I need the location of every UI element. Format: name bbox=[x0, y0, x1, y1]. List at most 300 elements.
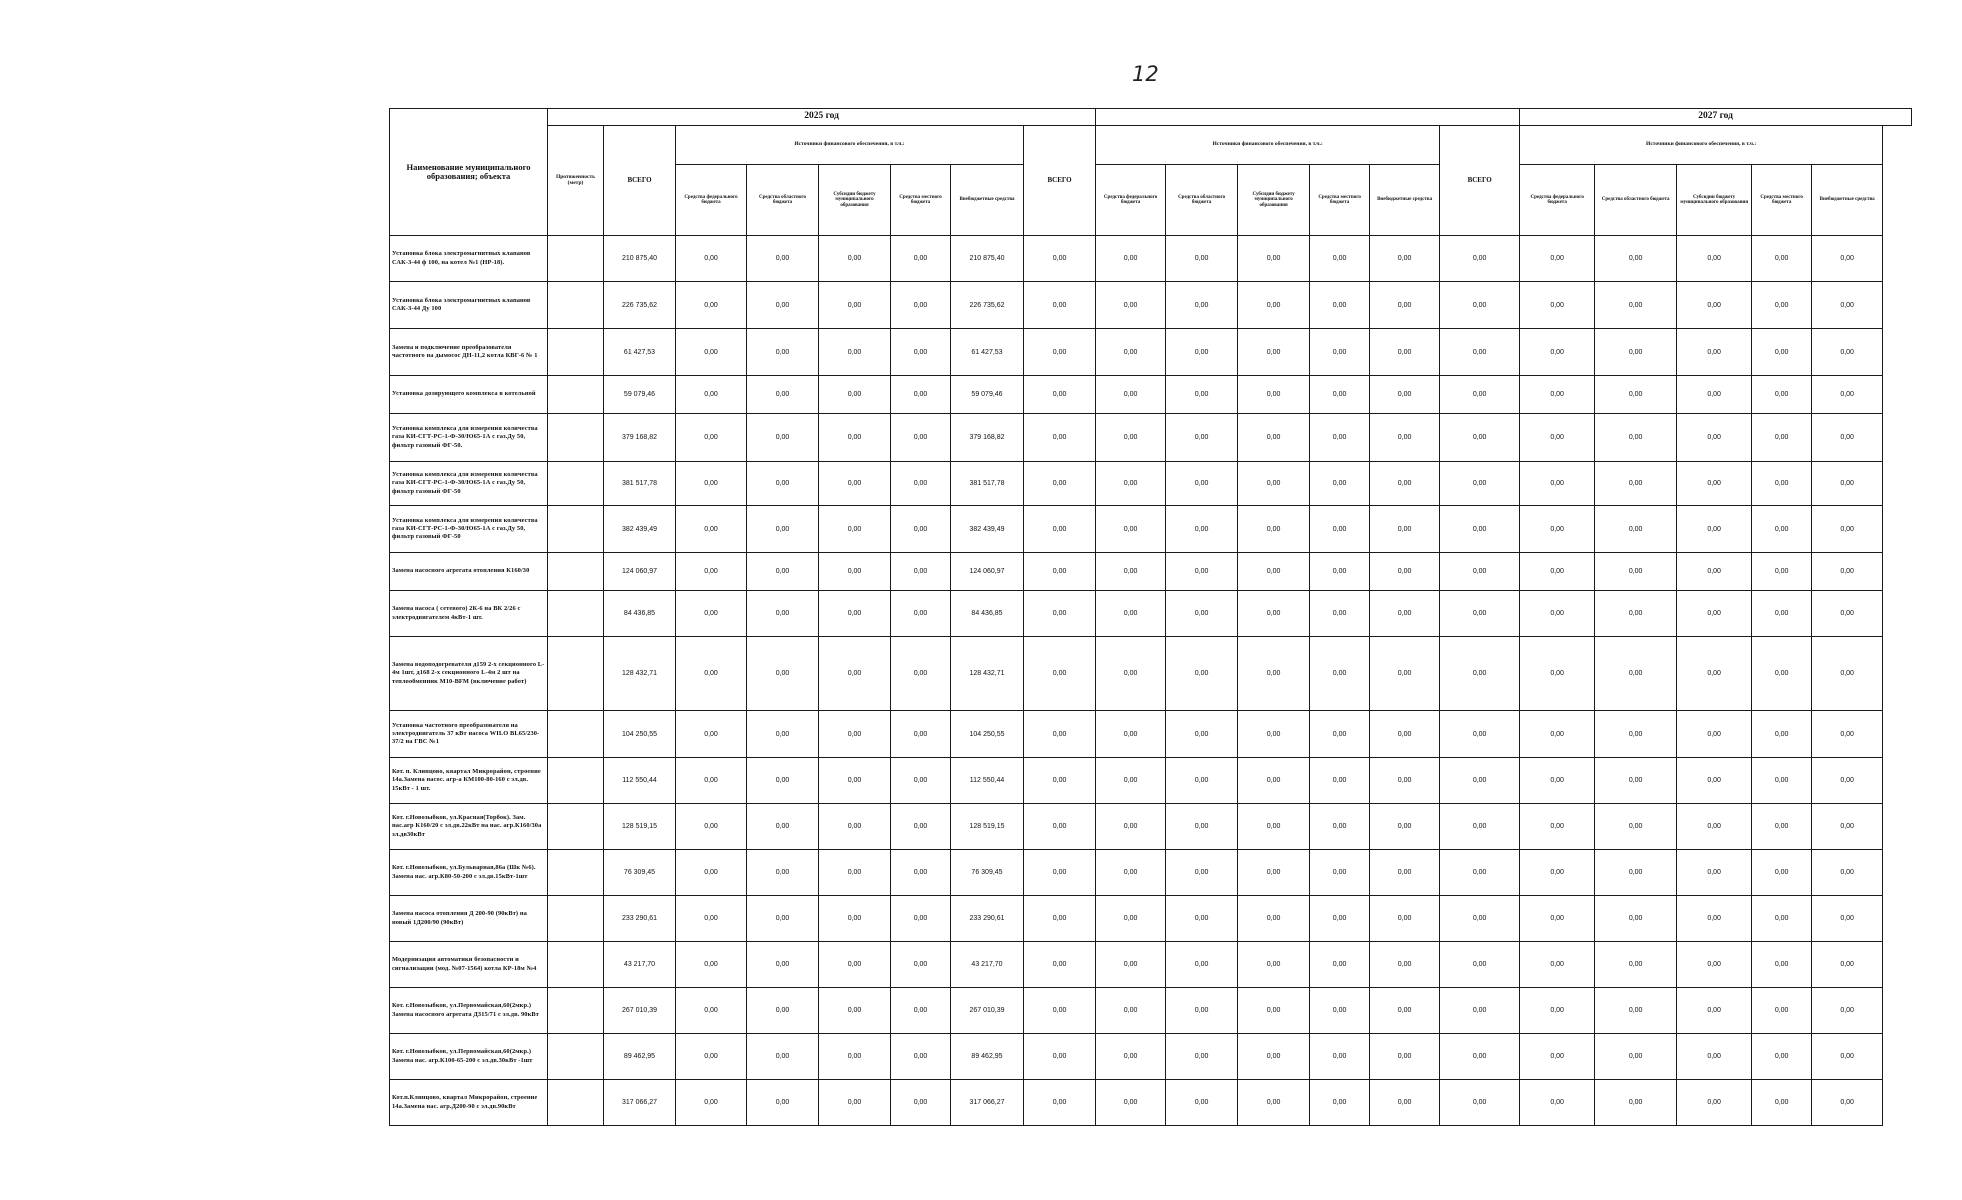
regional-2025-cell: 0,00 bbox=[747, 637, 819, 711]
local-2027-cell: 0,00 bbox=[1752, 1034, 1812, 1080]
table-row bbox=[390, 896, 1912, 942]
subsidy-2027-cell: 0,00 bbox=[1677, 1034, 1752, 1080]
federal-2027-cell: 0,00 bbox=[1520, 758, 1595, 804]
subsidy-2025-cell: 0,00 bbox=[819, 758, 891, 804]
local-2026-cell: 0,00 bbox=[1310, 329, 1370, 376]
extrabudgetary-2025-cell: 124 060,97 bbox=[951, 553, 1024, 591]
subsidy-2026-cell: 0,00 bbox=[1238, 376, 1310, 414]
table-row bbox=[390, 758, 1912, 804]
subsidy-2027-cell: 0,00 bbox=[1677, 711, 1752, 758]
total-2025-cell: 61 427,53 bbox=[604, 329, 676, 376]
subsidy-2027-cell: 0,00 bbox=[1677, 896, 1752, 942]
local-2026-cell: 0,00 bbox=[1310, 711, 1370, 758]
regional-2027-cell: 0,00 bbox=[1595, 758, 1677, 804]
municipal-subsidy-header: Субсидии бюджету муниципального образования bbox=[1238, 165, 1310, 236]
total-2027-cell: 0,00 bbox=[1440, 553, 1520, 591]
federal-2025-cell: 0,00 bbox=[676, 462, 747, 506]
subsidy-2025-cell: 0,00 bbox=[819, 591, 891, 637]
federal-2027-cell: 0,00 bbox=[1520, 506, 1595, 553]
federal-2025-cell: 0,00 bbox=[676, 988, 747, 1034]
subsidy-2027-cell: 0,00 bbox=[1677, 637, 1752, 711]
total-header-2027: ВСЕГО bbox=[1440, 126, 1520, 236]
local-2025-cell: 0,00 bbox=[891, 236, 951, 282]
local-2025-cell: 0,00 bbox=[891, 896, 951, 942]
capacity-cell bbox=[548, 711, 604, 758]
federal-2025-cell: 0,00 bbox=[676, 553, 747, 591]
object-name-cell: Модернизация автоматики безопасности и сигнализации (мод. №07-1564) котла КР-18м №4 bbox=[390, 942, 548, 988]
object-name-cell: Кот.п.Клинцово, квартал Микрорайон, строение 14а.Замена нас. агр.Д200-90 с эл.дв.90кВт bbox=[390, 1080, 548, 1126]
subsidy-2026-cell: 0,00 bbox=[1238, 758, 1310, 804]
subsidy-2025-cell: 0,00 bbox=[819, 637, 891, 711]
extrabudgetary-2025-cell: 61 427,53 bbox=[951, 329, 1024, 376]
extrabudgetary-2026-cell: 0,00 bbox=[1370, 711, 1440, 758]
municipal-subsidy-header: Субсидии бюджету муниципального образования bbox=[1677, 165, 1752, 236]
capacity-cell bbox=[548, 942, 604, 988]
extrabudgetary-2026-cell: 0,00 bbox=[1370, 988, 1440, 1034]
regional-2025-cell: 0,00 bbox=[747, 329, 819, 376]
local-2027-cell: 0,00 bbox=[1752, 942, 1812, 988]
table-row bbox=[390, 637, 1912, 711]
table-body bbox=[390, 236, 1912, 1126]
extrabudgetary-2025-cell: 112 550,44 bbox=[951, 758, 1024, 804]
federal-2025-cell: 0,00 bbox=[676, 506, 747, 553]
extrabudgetary-2025-cell: 84 436,85 bbox=[951, 591, 1024, 637]
regional-2025-cell: 0,00 bbox=[747, 711, 819, 758]
regional-2025-cell: 0,00 bbox=[747, 804, 819, 850]
total-2027-cell: 0,00 bbox=[1440, 637, 1520, 711]
regional-2027-cell: 0,00 bbox=[1595, 988, 1677, 1034]
federal-2027-cell: 0,00 bbox=[1520, 637, 1595, 711]
federal-2025-cell: 0,00 bbox=[676, 942, 747, 988]
total-2027-cell: 0,00 bbox=[1440, 1080, 1520, 1126]
federal-2026-cell: 0,00 bbox=[1096, 376, 1166, 414]
regional-2027-cell: 0,00 bbox=[1595, 236, 1677, 282]
capacity-cell bbox=[548, 1034, 604, 1080]
table-row bbox=[390, 329, 1912, 376]
object-name-cell: Замена насоса отопления Д 200-90 (90кВт) на новый 1Д200/90 (90кВт) bbox=[390, 896, 548, 942]
total-2027-cell: 0,00 bbox=[1440, 376, 1520, 414]
extrabudgetary-2026-cell: 0,00 bbox=[1370, 414, 1440, 462]
capacity-cell bbox=[548, 850, 604, 896]
regional-2026-cell: 0,00 bbox=[1166, 1034, 1238, 1080]
extrabudgetary-2026-cell: 0,00 bbox=[1370, 506, 1440, 553]
extrabudgetary-2027-cell: 0,00 bbox=[1812, 942, 1883, 988]
regional-2025-cell: 0,00 bbox=[747, 282, 819, 329]
extrabudgetary-2025-cell: 317 066,27 bbox=[951, 1080, 1024, 1126]
subsidy-2025-cell: 0,00 bbox=[819, 896, 891, 942]
federal-2027-cell: 0,00 bbox=[1520, 850, 1595, 896]
subsidy-2026-cell: 0,00 bbox=[1238, 1034, 1310, 1080]
subsidy-2026-cell: 0,00 bbox=[1238, 711, 1310, 758]
federal-2026-cell: 0,00 bbox=[1096, 591, 1166, 637]
total-2026-cell: 0,00 bbox=[1024, 1034, 1096, 1080]
extrabudgetary-2025-cell: 43 217,70 bbox=[951, 942, 1024, 988]
federal-2025-cell: 0,00 bbox=[676, 850, 747, 896]
total-2025-cell: 59 079,46 bbox=[604, 376, 676, 414]
total-2027-cell: 0,00 bbox=[1440, 591, 1520, 637]
regional-2026-cell: 0,00 bbox=[1166, 591, 1238, 637]
local-2027-cell: 0,00 bbox=[1752, 414, 1812, 462]
local-2027-cell: 0,00 bbox=[1752, 711, 1812, 758]
federal-2026-cell: 0,00 bbox=[1096, 553, 1166, 591]
subsidy-2027-cell: 0,00 bbox=[1677, 591, 1752, 637]
local-2026-cell: 0,00 bbox=[1310, 506, 1370, 553]
sources-header-2027: Источники финансового обеспечения, в т.ч.: bbox=[1520, 126, 1883, 165]
subsidy-2025-cell: 0,00 bbox=[819, 988, 891, 1034]
federal-2026-cell: 0,00 bbox=[1096, 896, 1166, 942]
local-2026-cell: 0,00 bbox=[1310, 282, 1370, 329]
local-2026-cell: 0,00 bbox=[1310, 553, 1370, 591]
local-2027-cell: 0,00 bbox=[1752, 896, 1812, 942]
subsidy-2027-cell: 0,00 bbox=[1677, 236, 1752, 282]
total-2025-cell: 233 290,61 bbox=[604, 896, 676, 942]
subsidy-2027-cell: 0,00 bbox=[1677, 329, 1752, 376]
capacity-cell bbox=[548, 376, 604, 414]
federal-2026-cell: 0,00 bbox=[1096, 282, 1166, 329]
total-2027-cell: 0,00 bbox=[1440, 329, 1520, 376]
federal-2027-cell: 0,00 bbox=[1520, 414, 1595, 462]
total-2025-cell: 210 875,40 bbox=[604, 236, 676, 282]
table-row bbox=[390, 988, 1912, 1034]
page-number: 12 bbox=[1132, 62, 1159, 86]
federal-2027-cell: 0,00 bbox=[1520, 329, 1595, 376]
total-2025-cell: 381 517,78 bbox=[604, 462, 676, 506]
total-2025-cell: 379 168,82 bbox=[604, 414, 676, 462]
extrabudgetary-2026-cell: 0,00 bbox=[1370, 804, 1440, 850]
object-name-cell: Замена водоподогревателя д159 2-х секционного L-4м 1шт, д168 2-х секционного L-4м 2 шт на теплообменник М10-BFM (включение работ) bbox=[390, 637, 548, 711]
subsidy-2026-cell: 0,00 bbox=[1238, 942, 1310, 988]
total-2026-cell: 0,00 bbox=[1024, 376, 1096, 414]
subsidy-2027-cell: 0,00 bbox=[1677, 988, 1752, 1034]
subsidy-2025-cell: 0,00 bbox=[819, 462, 891, 506]
total-2025-cell: 124 060,97 bbox=[604, 553, 676, 591]
total-2025-cell: 226 735,62 bbox=[604, 282, 676, 329]
federal-budget-header: Средства федерального бюджета bbox=[1520, 165, 1595, 236]
object-name-header: Наименование муниципального образования; объекта bbox=[390, 109, 548, 236]
total-2026-cell: 0,00 bbox=[1024, 942, 1096, 988]
extrabudgetary-header: Внебюджетные средства bbox=[1370, 165, 1440, 236]
table-row bbox=[390, 236, 1912, 282]
federal-2025-cell: 0,00 bbox=[676, 804, 747, 850]
capacity-header: Протяженность (метр) bbox=[548, 126, 604, 236]
regional-2027-cell: 0,00 bbox=[1595, 376, 1677, 414]
federal-2027-cell: 0,00 bbox=[1520, 988, 1595, 1034]
federal-2027-cell: 0,00 bbox=[1520, 376, 1595, 414]
local-2027-cell: 0,00 bbox=[1752, 1080, 1812, 1126]
regional-2027-cell: 0,00 bbox=[1595, 414, 1677, 462]
subsidy-2025-cell: 0,00 bbox=[819, 553, 891, 591]
extrabudgetary-2026-cell: 0,00 bbox=[1370, 850, 1440, 896]
local-budget-header: Средства местного бюджета bbox=[1310, 165, 1370, 236]
regional-2027-cell: 0,00 bbox=[1595, 850, 1677, 896]
local-2027-cell: 0,00 bbox=[1752, 236, 1812, 282]
regional-2026-cell: 0,00 bbox=[1166, 637, 1238, 711]
federal-2027-cell: 0,00 bbox=[1520, 1034, 1595, 1080]
extrabudgetary-2025-cell: 89 462,95 bbox=[951, 1034, 1024, 1080]
subsidy-2027-cell: 0,00 bbox=[1677, 1080, 1752, 1126]
extrabudgetary-2027-cell: 0,00 bbox=[1812, 506, 1883, 553]
total-2026-cell: 0,00 bbox=[1024, 329, 1096, 376]
federal-2025-cell: 0,00 bbox=[676, 1080, 747, 1126]
capacity-cell bbox=[548, 1080, 604, 1126]
subsidy-2026-cell: 0,00 bbox=[1238, 282, 1310, 329]
regional-budget-header: Средства областного бюджета bbox=[747, 165, 819, 236]
federal-2027-cell: 0,00 bbox=[1520, 896, 1595, 942]
subsidy-2026-cell: 0,00 bbox=[1238, 414, 1310, 462]
object-name-cell: Кот. п. Клинцово, квартал Микрорайон, строение 14а.Замена насос. агр-а КМ100-80-160 с эл.дв. 15кВт - 1 шт. bbox=[390, 758, 548, 804]
federal-budget-header: Средства федерального бюджета bbox=[676, 165, 747, 236]
year-2025-header: 2025 год bbox=[548, 109, 1096, 126]
extrabudgetary-2025-cell: 128 519,15 bbox=[951, 804, 1024, 850]
subsidy-2027-cell: 0,00 bbox=[1677, 942, 1752, 988]
total-2026-cell: 0,00 bbox=[1024, 1080, 1096, 1126]
table-row bbox=[390, 1034, 1912, 1080]
total-2027-cell: 0,00 bbox=[1440, 850, 1520, 896]
regional-2026-cell: 0,00 bbox=[1166, 329, 1238, 376]
regional-budget-header: Средства областного бюджета bbox=[1595, 165, 1677, 236]
regional-2027-cell: 0,00 bbox=[1595, 637, 1677, 711]
regional-2025-cell: 0,00 bbox=[747, 758, 819, 804]
total-2025-cell: 267 010,39 bbox=[604, 988, 676, 1034]
federal-2026-cell: 0,00 bbox=[1096, 236, 1166, 282]
subsidy-2025-cell: 0,00 bbox=[819, 850, 891, 896]
total-2025-cell: 84 436,85 bbox=[604, 591, 676, 637]
extrabudgetary-2027-cell: 0,00 bbox=[1812, 414, 1883, 462]
local-2026-cell: 0,00 bbox=[1310, 804, 1370, 850]
subsidy-2025-cell: 0,00 bbox=[819, 1080, 891, 1126]
capacity-cell bbox=[548, 506, 604, 553]
subsidy-2027-cell: 0,00 bbox=[1677, 804, 1752, 850]
extrabudgetary-2025-cell: 381 517,78 bbox=[951, 462, 1024, 506]
federal-2025-cell: 0,00 bbox=[676, 591, 747, 637]
extrabudgetary-2025-cell: 76 309,45 bbox=[951, 850, 1024, 896]
regional-2025-cell: 0,00 bbox=[747, 896, 819, 942]
subsidy-2027-cell: 0,00 bbox=[1677, 282, 1752, 329]
subsidy-2027-cell: 0,00 bbox=[1677, 376, 1752, 414]
regional-2026-cell: 0,00 bbox=[1166, 758, 1238, 804]
local-2025-cell: 0,00 bbox=[891, 850, 951, 896]
extrabudgetary-2026-cell: 0,00 bbox=[1370, 282, 1440, 329]
sources-header-2025: Источники финансового обеспечения, в т.ч.: bbox=[676, 126, 1024, 165]
subsidy-2026-cell: 0,00 bbox=[1238, 804, 1310, 850]
extrabudgetary-2026-cell: 0,00 bbox=[1370, 896, 1440, 942]
regional-2027-cell: 0,00 bbox=[1595, 896, 1677, 942]
regional-2026-cell: 0,00 bbox=[1166, 553, 1238, 591]
total-2027-cell: 0,00 bbox=[1440, 758, 1520, 804]
extrabudgetary-2027-cell: 0,00 bbox=[1812, 462, 1883, 506]
extrabudgetary-2027-cell: 0,00 bbox=[1812, 553, 1883, 591]
local-2025-cell: 0,00 bbox=[891, 329, 951, 376]
total-2027-cell: 0,00 bbox=[1440, 988, 1520, 1034]
extrabudgetary-2027-cell: 0,00 bbox=[1812, 896, 1883, 942]
regional-2027-cell: 0,00 bbox=[1595, 1080, 1677, 1126]
subsidy-2026-cell: 0,00 bbox=[1238, 637, 1310, 711]
total-2027-cell: 0,00 bbox=[1440, 711, 1520, 758]
capacity-cell bbox=[548, 758, 604, 804]
capacity-cell bbox=[548, 236, 604, 282]
federal-2026-cell: 0,00 bbox=[1096, 1034, 1166, 1080]
regional-2027-cell: 0,00 bbox=[1595, 711, 1677, 758]
regional-2025-cell: 0,00 bbox=[747, 462, 819, 506]
local-2027-cell: 0,00 bbox=[1752, 506, 1812, 553]
federal-2026-cell: 0,00 bbox=[1096, 711, 1166, 758]
capacity-cell bbox=[548, 282, 604, 329]
federal-2026-cell: 0,00 bbox=[1096, 329, 1166, 376]
federal-2025-cell: 0,00 bbox=[676, 376, 747, 414]
extrabudgetary-2026-cell: 0,00 bbox=[1370, 236, 1440, 282]
extrabudgetary-2027-cell: 0,00 bbox=[1812, 329, 1883, 376]
regional-2025-cell: 0,00 bbox=[747, 591, 819, 637]
total-2026-cell: 0,00 bbox=[1024, 236, 1096, 282]
regional-2027-cell: 0,00 bbox=[1595, 553, 1677, 591]
subsidy-2027-cell: 0,00 bbox=[1677, 758, 1752, 804]
local-budget-header: Средства местного бюджета bbox=[891, 165, 951, 236]
table-row bbox=[390, 591, 1912, 637]
subsidy-2025-cell: 0,00 bbox=[819, 329, 891, 376]
total-2027-cell: 0,00 bbox=[1440, 506, 1520, 553]
local-2026-cell: 0,00 bbox=[1310, 988, 1370, 1034]
local-2026-cell: 0,00 bbox=[1310, 376, 1370, 414]
table-row bbox=[390, 506, 1912, 553]
total-2026-cell: 0,00 bbox=[1024, 553, 1096, 591]
regional-2025-cell: 0,00 bbox=[747, 553, 819, 591]
subsidy-2026-cell: 0,00 bbox=[1238, 553, 1310, 591]
budget-table bbox=[389, 108, 1912, 1126]
subsidy-2027-cell: 0,00 bbox=[1677, 414, 1752, 462]
total-2026-cell: 0,00 bbox=[1024, 758, 1096, 804]
total-2027-cell: 0,00 bbox=[1440, 462, 1520, 506]
federal-2027-cell: 0,00 bbox=[1520, 711, 1595, 758]
local-2025-cell: 0,00 bbox=[891, 942, 951, 988]
extrabudgetary-2027-cell: 0,00 bbox=[1812, 637, 1883, 711]
federal-2027-cell: 0,00 bbox=[1520, 942, 1595, 988]
capacity-cell bbox=[548, 553, 604, 591]
regional-2026-cell: 0,00 bbox=[1166, 988, 1238, 1034]
extrabudgetary-2026-cell: 0,00 bbox=[1370, 1034, 1440, 1080]
capacity-cell bbox=[548, 637, 604, 711]
total-2027-cell: 0,00 bbox=[1440, 942, 1520, 988]
federal-budget-header: Средства федерального бюджета bbox=[1096, 165, 1166, 236]
local-2026-cell: 0,00 bbox=[1310, 1034, 1370, 1080]
table-row bbox=[390, 711, 1912, 758]
local-2025-cell: 0,00 bbox=[891, 591, 951, 637]
local-2025-cell: 0,00 bbox=[891, 376, 951, 414]
total-2027-cell: 0,00 bbox=[1440, 236, 1520, 282]
regional-2026-cell: 0,00 bbox=[1166, 414, 1238, 462]
subsidy-2025-cell: 0,00 bbox=[819, 414, 891, 462]
object-name-cell: Замена и подключение преобразователя частотного на дымосос ДН-11,2 котла КВГ-6 № 1 bbox=[390, 329, 548, 376]
extrabudgetary-2027-cell: 0,00 bbox=[1812, 1034, 1883, 1080]
subsidy-2025-cell: 0,00 bbox=[819, 942, 891, 988]
extrabudgetary-2026-cell: 0,00 bbox=[1370, 1080, 1440, 1126]
local-2026-cell: 0,00 bbox=[1310, 942, 1370, 988]
total-header-2026: ВСЕГО bbox=[1024, 126, 1096, 236]
subsidy-2026-cell: 0,00 bbox=[1238, 896, 1310, 942]
regional-2027-cell: 0,00 bbox=[1595, 804, 1677, 850]
object-name-cell: Замена насоса ( сетевого) 2К-6 на ВК 2/26 с электродвигателем 4кВт-1 шт. bbox=[390, 591, 548, 637]
subsidy-2026-cell: 0,00 bbox=[1238, 329, 1310, 376]
total-2025-cell: 76 309,45 bbox=[604, 850, 676, 896]
federal-2025-cell: 0,00 bbox=[676, 1034, 747, 1080]
extrabudgetary-2027-cell: 0,00 bbox=[1812, 850, 1883, 896]
total-2025-cell: 128 432,71 bbox=[604, 637, 676, 711]
capacity-cell bbox=[548, 462, 604, 506]
extrabudgetary-2027-cell: 0,00 bbox=[1812, 1080, 1883, 1126]
local-2027-cell: 0,00 bbox=[1752, 376, 1812, 414]
total-2026-cell: 0,00 bbox=[1024, 804, 1096, 850]
federal-2025-cell: 0,00 bbox=[676, 637, 747, 711]
local-2027-cell: 0,00 bbox=[1752, 804, 1812, 850]
total-2025-cell: 128 519,15 bbox=[604, 804, 676, 850]
federal-2026-cell: 0,00 bbox=[1096, 1080, 1166, 1126]
federal-2026-cell: 0,00 bbox=[1096, 462, 1166, 506]
extrabudgetary-2026-cell: 0,00 bbox=[1370, 462, 1440, 506]
subsidy-2025-cell: 0,00 bbox=[819, 711, 891, 758]
total-2026-cell: 0,00 bbox=[1024, 896, 1096, 942]
local-2025-cell: 0,00 bbox=[891, 637, 951, 711]
object-name-cell: Кот. г.Новозыбков, ул.Красная(Торбок). Зам. нас.агр К160/20 с эл.дв.22кВт на нас. агр.К160/30а эл.дв30кВт bbox=[390, 804, 548, 850]
subsidy-2025-cell: 0,00 bbox=[819, 376, 891, 414]
subsidy-2025-cell: 0,00 bbox=[819, 804, 891, 850]
local-2025-cell: 0,00 bbox=[891, 758, 951, 804]
total-2026-cell: 0,00 bbox=[1024, 462, 1096, 506]
total-2026-cell: 0,00 bbox=[1024, 711, 1096, 758]
local-2025-cell: 0,00 bbox=[891, 988, 951, 1034]
federal-2025-cell: 0,00 bbox=[676, 236, 747, 282]
regional-2027-cell: 0,00 bbox=[1595, 329, 1677, 376]
table-header bbox=[390, 109, 1912, 236]
local-2027-cell: 0,00 bbox=[1752, 462, 1812, 506]
regional-2026-cell: 0,00 bbox=[1166, 462, 1238, 506]
extrabudgetary-2026-cell: 0,00 bbox=[1370, 758, 1440, 804]
extrabudgetary-2025-cell: 379 168,82 bbox=[951, 414, 1024, 462]
subsidy-2026-cell: 0,00 bbox=[1238, 1080, 1310, 1126]
object-name-cell: Установка частотного преобразователя на электродвигатель 37 кВт насоса WILO BL65/230-37/2 на ГВС №1 bbox=[390, 711, 548, 758]
local-2027-cell: 0,00 bbox=[1752, 988, 1812, 1034]
extrabudgetary-2025-cell: 226 735,62 bbox=[951, 282, 1024, 329]
subsidy-2025-cell: 0,00 bbox=[819, 282, 891, 329]
total-2025-cell: 317 066,27 bbox=[604, 1080, 676, 1126]
subsidy-2025-cell: 0,00 bbox=[819, 1034, 891, 1080]
capacity-cell bbox=[548, 591, 604, 637]
total-2026-cell: 0,00 bbox=[1024, 988, 1096, 1034]
extrabudgetary-2026-cell: 0,00 bbox=[1370, 329, 1440, 376]
extrabudgetary-2026-cell: 0,00 bbox=[1370, 942, 1440, 988]
regional-2026-cell: 0,00 bbox=[1166, 804, 1238, 850]
subsidy-2025-cell: 0,00 bbox=[819, 506, 891, 553]
regional-2025-cell: 0,00 bbox=[747, 1034, 819, 1080]
extrabudgetary-2027-cell: 0,00 bbox=[1812, 804, 1883, 850]
object-name-cell: Установка комплекса для измерения количества газа КИ-СГТ-РС-1-Ф-30/Ю65-1А с газ.Ду 50, фильтр газовый ФГ-50 bbox=[390, 506, 548, 553]
local-2026-cell: 0,00 bbox=[1310, 850, 1370, 896]
total-2027-cell: 0,00 bbox=[1440, 1034, 1520, 1080]
federal-2026-cell: 0,00 bbox=[1096, 804, 1166, 850]
local-2025-cell: 0,00 bbox=[891, 282, 951, 329]
table-row bbox=[390, 376, 1912, 414]
subsidy-2027-cell: 0,00 bbox=[1677, 506, 1752, 553]
regional-2026-cell: 0,00 bbox=[1166, 376, 1238, 414]
total-2025-cell: 89 462,95 bbox=[604, 1034, 676, 1080]
extrabudgetary-2025-cell: 128 432,71 bbox=[951, 637, 1024, 711]
federal-2026-cell: 0,00 bbox=[1096, 414, 1166, 462]
local-2025-cell: 0,00 bbox=[891, 414, 951, 462]
extrabudgetary-2026-cell: 0,00 bbox=[1370, 376, 1440, 414]
subsidy-2026-cell: 0,00 bbox=[1238, 236, 1310, 282]
object-name-cell: Замена насосного агрегата отопления К160/30 bbox=[390, 553, 548, 591]
subsidy-2027-cell: 0,00 bbox=[1677, 553, 1752, 591]
regional-budget-header: Средства областного бюджета bbox=[1166, 165, 1238, 236]
regional-2025-cell: 0,00 bbox=[747, 506, 819, 553]
